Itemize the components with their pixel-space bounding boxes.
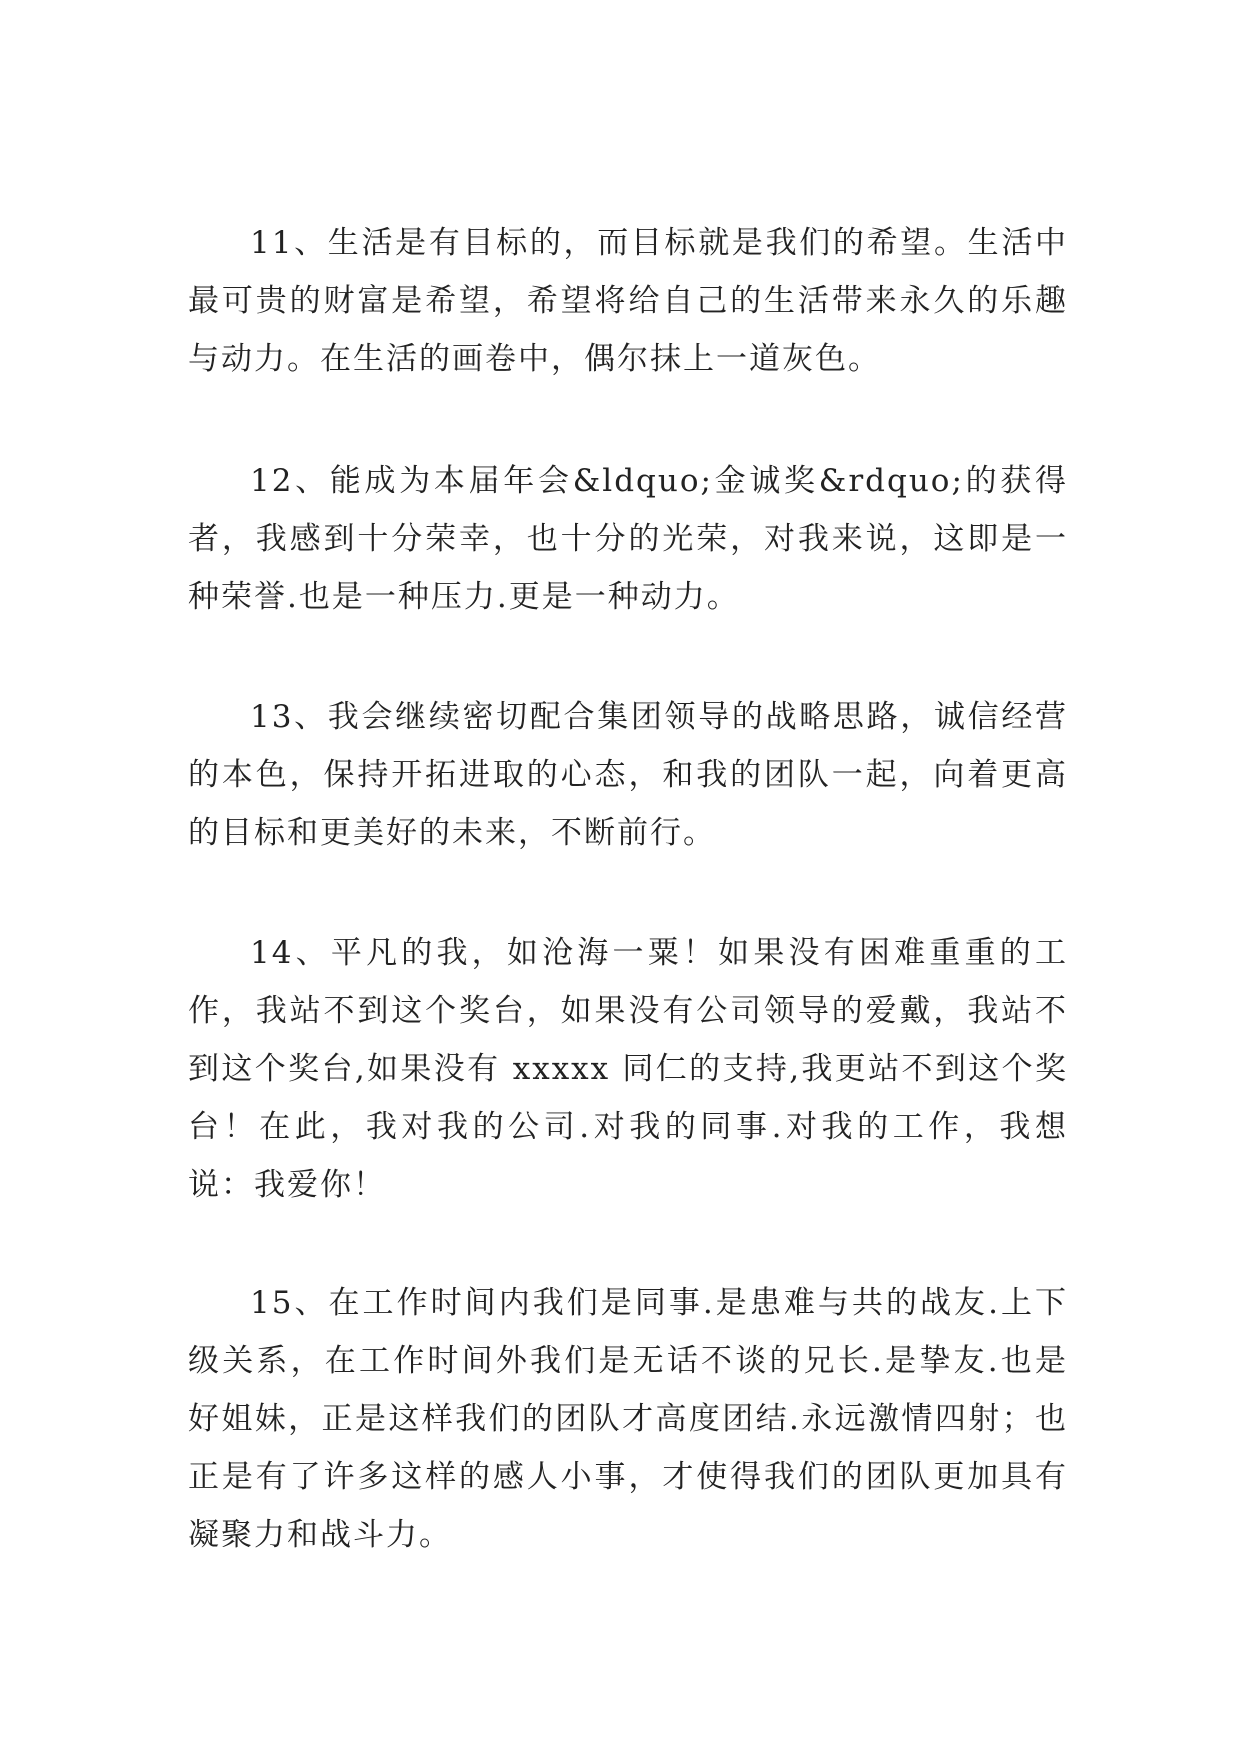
paragraph-14: 14、平凡的我，如沧海一粟！如果没有困难重重的工作，我站不到这个奖台，如果没有公司领导的爱戴，我站不到这个奖台,如果没有 xxxxx 同仁的支持,我更站不到这个奖台！在此，我对我的公司.对我的同事.对我的工作，我想说：我爱你！ <box>188 935 1068 1203</box>
paragraph-13: 13、我会继续密切配合集团领导的战略思路，诚信经营的本色，保持开拓进取的心态，和我的团队一起，向着更高的目标和更美好的未来，不断前行。 <box>188 699 1068 851</box>
paragraph-11: 11、生活是有目标的，而目标就是我们的希望。生活中最可贵的财富是希望，希望将给自己的生活带来永久的乐趣与动力。在生活的画卷中，偶尔抹上一道灰色。 <box>188 225 1068 377</box>
paragraph-12: 12、能成为本届年会&ldquo;金诚奖&rdquo;的获得者，我感到十分荣幸，也十分的光荣，对我来说，这即是一种荣誉.也是一种压力.更是一种动力。 <box>188 463 1068 615</box>
paragraph-15: 15、在工作时间内我们是同事.是患难与共的战友.上下级关系，在工作时间外我们是无话不谈的兄长.是挚友.也是好姐妹，正是这样我们的团队才高度团结.永远激情四射；也正是有了许多这样的感人小事，才使得我们的团队更加具有凝聚力和战斗力。 <box>188 1285 1068 1553</box>
